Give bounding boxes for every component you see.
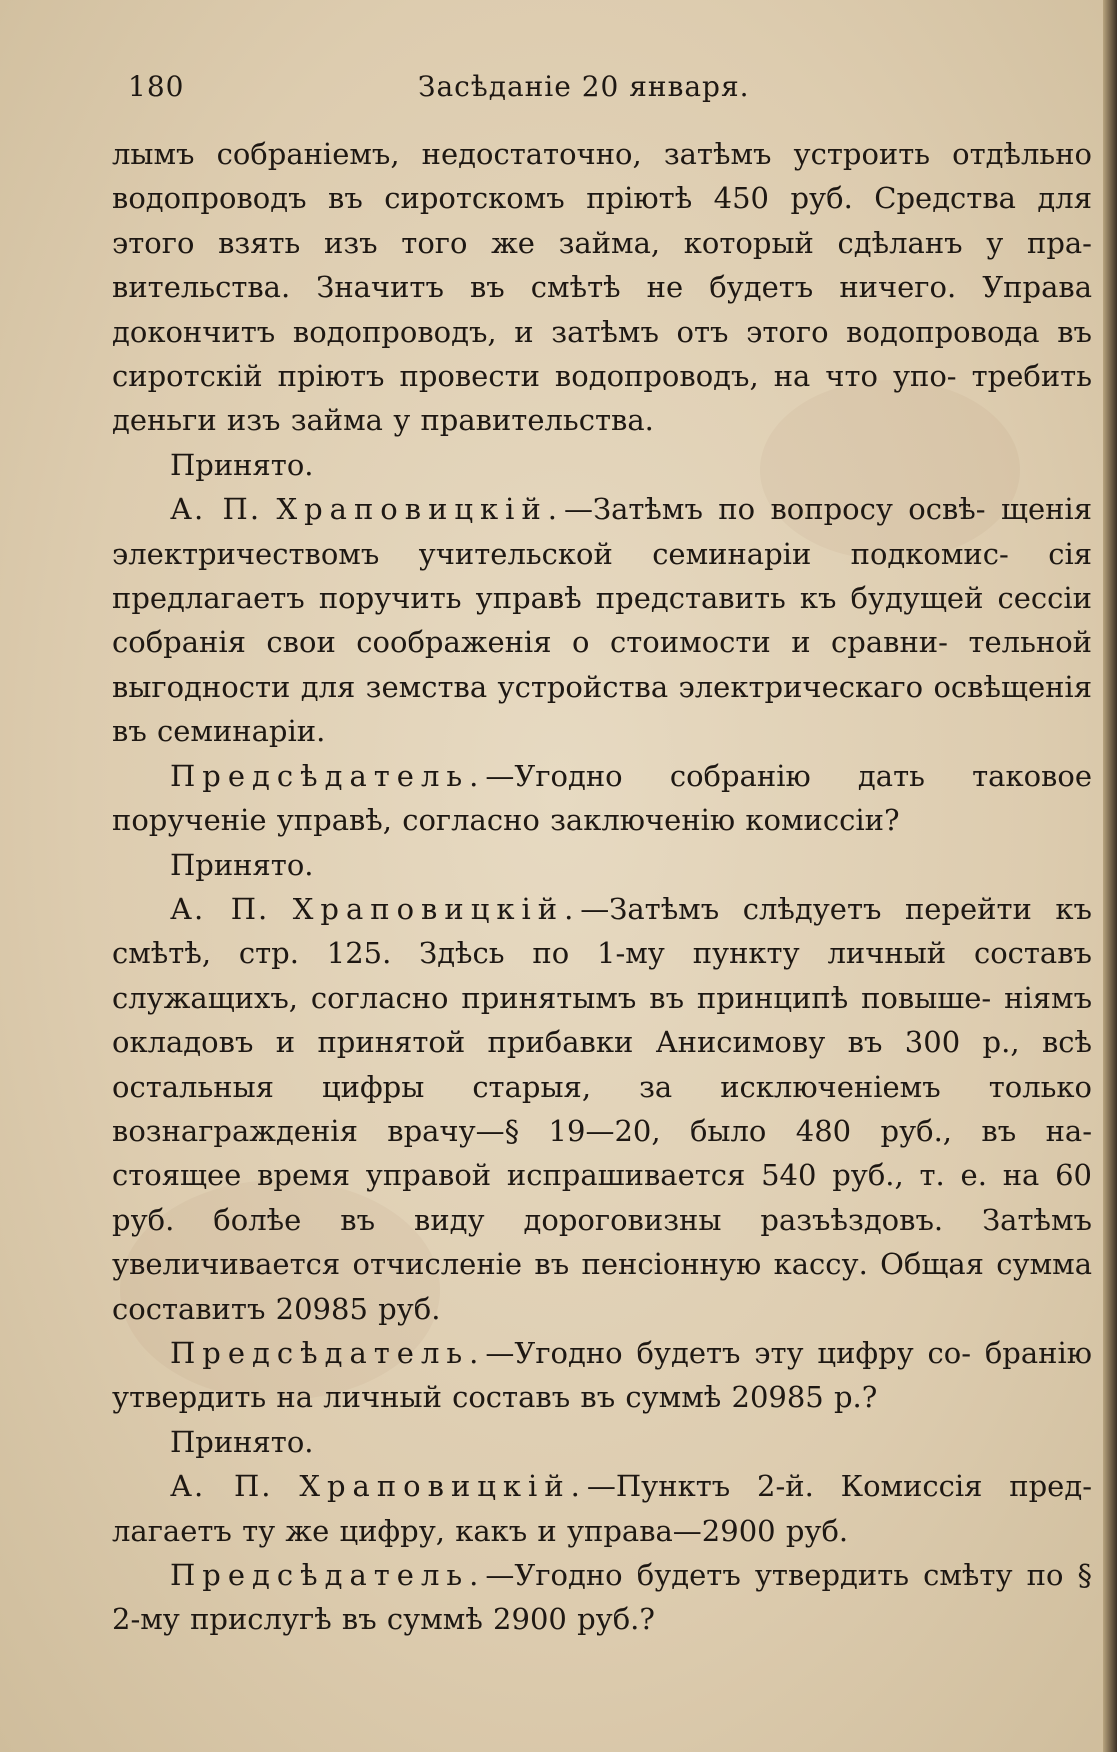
text-line: лымъ собраніемъ, недостаточно, затѣмъ устроить отдѣльно [112,137,1092,171]
text-line: къ смѣтѣ, стр. 125. Здѣсь по 1-му пункту личный составъ [112,891,1092,971]
text-line: служащихъ, согласно принятымъ въ принципѣ повыше- [112,980,992,1015]
running-head [128,62,1008,112]
speaker-name: Предсѣдатель. [170,1558,486,1592]
text-line: вительства. Значитъ въ смѣтѣ не будетъ ничего. Управа [112,270,1092,305]
text-line: по § 2-му прислугѣ въ суммѣ 2900 руб.? [112,1558,1093,1637]
text-line: щенія электричествомъ учительской семинаріи подкомис- [112,492,1093,571]
text-line: —Затѣмъ слѣдуетъ перейти [580,891,1032,926]
paragraph [112,132,1092,443]
running-title: Засѣданіе 20 января. [418,70,750,103]
speaker-name: Храповицкій. [292,891,581,926]
text-line: бранію утвердить на личный составъ въ суммѣ 20985 р.? [112,1335,1092,1415]
speaker-name: Предсѣдатель. [170,758,486,793]
text-line: вознагражденія врачу—§ 19—20, было 480 руб., въ на- [112,1113,1092,1148]
text-line: ніямъ окладовъ и принятой прибавки Анисимову въ 300 р., [112,980,1093,1060]
text-line: требить деньги изъ займа у правительства. [112,359,1093,438]
speaker-initials: А. П. [170,1469,273,1504]
text-line: этого взять изъ того же займа, который сдѣланъ у пра- [112,225,1092,260]
text-line: —Угодно будетъ утвердить смѣту [485,1558,1013,1592]
paragraph-adopted [112,443,1092,487]
text-line: —Угодно будетъ эту цифру со- [485,1335,972,1370]
text-line: докончитъ водопроводъ, и затѣмъ отъ этого водопровода [112,314,1040,349]
body-text [112,132,1092,1642]
text-line: освѣщенія въ семинаріи. [112,669,1093,749]
text-line: порученіе управѣ, согласно заключенію комиссіи? [112,803,900,838]
adopted-text: Принято. [170,447,314,482]
text-line: —Пунктъ 2-й. Комиссія пред- [586,1469,1092,1504]
text-line: стоящее время управой испрашивается 540 руб., т. е. на [112,1158,1040,1193]
paragraph-speech [112,1331,1092,1420]
text-line: 60 руб. болѣе въ виду дороговизны разъѣздовъ. Затѣмъ [112,1158,1093,1237]
text-line: въ сиротскій пріютъ провести водопроводъ, на что упо- [112,314,1093,394]
paragraph-adopted [112,1420,1092,1464]
paragraph-speech [112,1553,1092,1642]
speaker-name: Храповицкій. [299,1469,587,1504]
paragraph-speech [112,887,1092,1331]
page-number: 180 [128,70,185,103]
text-line: сессіи собранія свои соображенія о стоимости и сравни- [112,581,1093,660]
speaker-initials: А. П. [170,891,270,926]
paragraph-speech [112,1464,1092,1553]
text-line: —Затѣмъ по вопросу освѣ- [564,492,986,527]
speaker-name: Предсѣдатель. [170,1335,486,1370]
adopted-text: Принято. [170,847,314,882]
text-line: водопроводъ въ сиротскомъ пріютѣ 450 руб. Средства для [112,181,1092,216]
speaker-name: Храповицкій. [276,492,565,527]
text-line: сія предлагаетъ поручить управѣ представить къ будущей [112,536,1093,616]
paragraph-speech [112,754,1092,843]
text-line: тельной выгодности для земства устройства электрическаго [112,625,1092,704]
speaker-initials: А. П. [170,492,262,527]
book-spine-edge [1103,0,1117,1752]
adopted-text: Принято. [170,1424,314,1459]
paragraph-adopted [112,843,1092,887]
text-line: увеличивается отчисленіе въ пенсіонную кассу. Общая [112,1247,984,1282]
text-line: лагаетъ ту же цифру, какъ и управа—2900 руб. [112,1513,849,1548]
paragraph-speech [112,487,1092,753]
text-line: сумма составитъ 20985 руб. [112,1247,1092,1326]
text-line: —Угодно собранію дать таковое [485,758,1092,793]
text-line: всѣ остальныя цифры старыя, за исключеніемъ только [112,1025,1092,1104]
